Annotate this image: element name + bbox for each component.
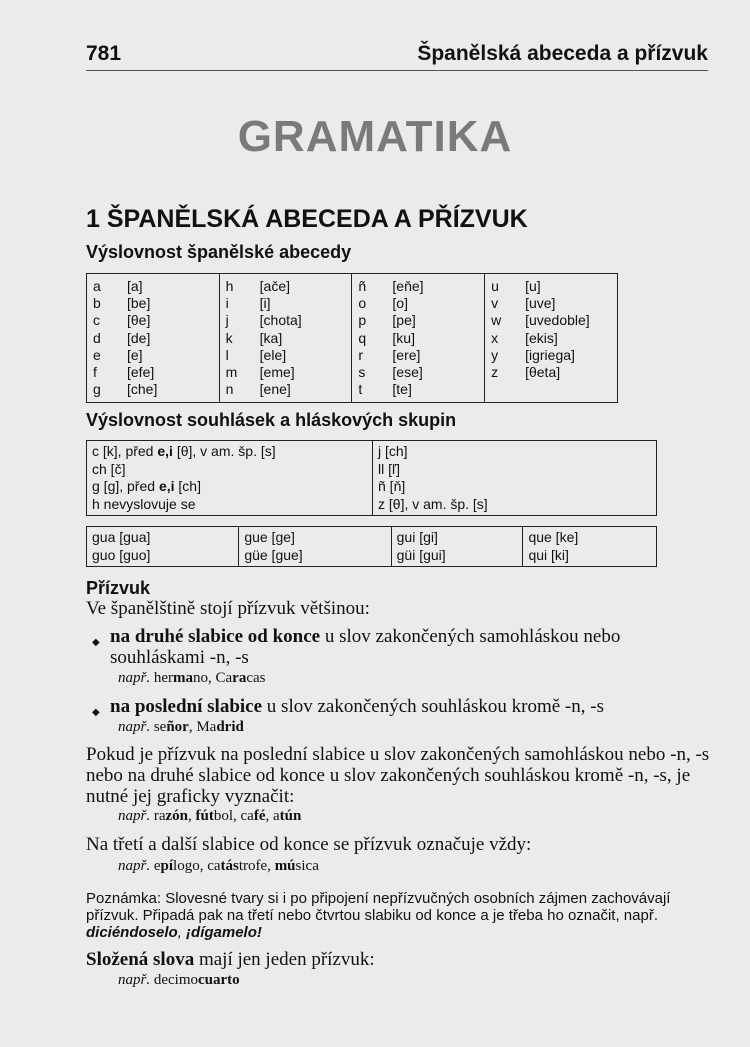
alphabet-entry bbox=[226, 381, 346, 398]
alphabet-entry bbox=[491, 295, 611, 312]
alphabet-entry bbox=[491, 278, 611, 295]
letter: r bbox=[358, 346, 364, 363]
letter-group: gua [gua] bbox=[92, 529, 151, 545]
example-5: např. decimocuarto bbox=[118, 972, 240, 988]
pronunciation: [uve] bbox=[525, 295, 556, 312]
pronunciation: [de] bbox=[127, 329, 151, 346]
example-3: např. razón, fútbol, café, atún bbox=[118, 808, 302, 824]
pronunciation: [igriega] bbox=[525, 346, 575, 363]
alphabet-entry bbox=[93, 364, 213, 381]
pronunciation: [θeta] bbox=[525, 364, 561, 381]
letter: i bbox=[225, 295, 229, 312]
pronunciation: [chota] bbox=[259, 312, 302, 329]
alphabet-entry bbox=[93, 330, 213, 347]
section-title: 1 ŠPANĚLSKÁ ABECEDA A PŘÍZVUK bbox=[86, 205, 528, 233]
alphabet-entry bbox=[93, 312, 213, 329]
pronunciation: [efe] bbox=[127, 364, 155, 381]
letter: a bbox=[93, 278, 101, 294]
alphabet-entry bbox=[358, 278, 478, 295]
letter: c bbox=[93, 312, 100, 329]
pronunciation: [uvedoble] bbox=[525, 312, 590, 329]
pronunciation: [θe] bbox=[127, 312, 151, 329]
letter-group: gui [gi] bbox=[396, 529, 438, 545]
alphabet-entry bbox=[226, 278, 346, 295]
consonant-ll: ll [ľ] bbox=[378, 460, 400, 477]
letter-group-cell bbox=[391, 527, 523, 567]
letter: x bbox=[491, 329, 499, 346]
alphabet-entry bbox=[358, 347, 478, 364]
alphabet-entry bbox=[358, 295, 478, 312]
letter: g bbox=[93, 381, 101, 398]
alphabet-entry bbox=[226, 364, 346, 381]
bullet-penultimate: ◆ na druhé slabice od konce u slov zakončených samohláskou nebo souhláskami -n, -s bbox=[92, 626, 621, 668]
page-header bbox=[86, 40, 708, 71]
consonant-j: j [ch] bbox=[378, 443, 408, 459]
alphabet-heading: Výslovnost španělské abecedy bbox=[86, 242, 352, 262]
letter: j bbox=[225, 312, 229, 329]
consonants-left-cell bbox=[87, 441, 373, 516]
letter: w bbox=[491, 312, 502, 329]
letter: q bbox=[358, 329, 367, 346]
pronunciation: [eme] bbox=[259, 364, 295, 381]
consonant-n-tilde: ñ [ň] bbox=[378, 478, 406, 495]
accent-heading: Přízvuk bbox=[86, 578, 151, 598]
pronunciation: [ače] bbox=[259, 278, 291, 294]
letter-group-cell bbox=[239, 527, 391, 567]
pronunciation: [ese] bbox=[392, 364, 423, 381]
letter-group: guo [guo] bbox=[92, 546, 151, 563]
letter: e bbox=[93, 346, 101, 363]
example-2: např. señor, Madrid bbox=[118, 719, 244, 735]
alphabet-entry bbox=[93, 278, 213, 295]
compound-words: Složená slova mají jen jeden přízvuk: bbox=[86, 949, 375, 970]
letter: ñ bbox=[358, 278, 367, 294]
alphabet-entry bbox=[93, 295, 213, 312]
alphabet-entry bbox=[491, 330, 611, 347]
alphabet-entry bbox=[226, 295, 346, 312]
consonant-c: c [k], před e,i [θ], v am. šp. [s] bbox=[92, 443, 276, 459]
accent-paragraph-1: Pokud je přízvuk na poslední slabice u slov zakončených samohláskou nebo -n, -s nebo na druhé slabice od konce u slov zakončených souhláskou kromě -n, -s, je nutné jej graficky vyznačit: bbox=[86, 744, 710, 807]
pronunciation: [u] bbox=[525, 278, 541, 294]
alphabet-entry bbox=[358, 381, 478, 398]
consonant-h: h nevyslovuje se bbox=[92, 495, 196, 512]
pronunciation: [i] bbox=[259, 295, 271, 312]
pronunciation: [pe] bbox=[392, 312, 416, 329]
consonant-ch: ch [č] bbox=[92, 460, 126, 477]
pronunciation: [ere] bbox=[392, 346, 421, 363]
letter: b bbox=[93, 295, 101, 312]
pronunciation: [ku] bbox=[392, 329, 415, 346]
alphabet-table bbox=[86, 273, 618, 403]
bullet-icon: ◆ bbox=[92, 637, 100, 648]
alphabet-entry bbox=[93, 381, 213, 398]
letter: h bbox=[225, 278, 234, 294]
example-4: např. epílogo, catástrofe, música bbox=[118, 858, 319, 874]
letter: k bbox=[225, 329, 233, 346]
groups-table bbox=[86, 526, 657, 567]
alphabet-entry bbox=[226, 347, 346, 364]
accent-paragraph-2: Na třetí a další slabice od konce se přízvuk označuje vždy: bbox=[86, 834, 532, 855]
pronunciation: [ele] bbox=[259, 346, 287, 363]
consonant-g: g [g], před e,i [ch] bbox=[92, 478, 201, 495]
letter: z bbox=[491, 364, 499, 381]
letter: l bbox=[225, 346, 229, 363]
alphabet-entry bbox=[358, 330, 478, 347]
alphabet-entry bbox=[93, 347, 213, 364]
alphabet-entry bbox=[491, 312, 611, 329]
consonants-right-cell bbox=[373, 441, 657, 516]
accent-intro: Ve španělštině stojí přízvuk většinou: bbox=[86, 598, 370, 619]
alphabet-entry bbox=[226, 330, 346, 347]
page-number: 781 bbox=[86, 42, 122, 65]
alphabet-entry bbox=[358, 364, 478, 381]
alphabet-entry bbox=[226, 312, 346, 329]
consonants-table bbox=[86, 440, 657, 516]
alphabet-column bbox=[485, 274, 618, 403]
alphabet-column bbox=[219, 274, 352, 403]
alphabet-entry bbox=[358, 312, 478, 329]
pronunciation: [che] bbox=[127, 381, 158, 398]
letter: u bbox=[491, 278, 499, 294]
pronunciation: [eňe] bbox=[392, 278, 424, 294]
note: Poznámka: Slovesné tvary si i po připojení nepřízvučných osobních zájmen zachovávají přízvuk. Připadá pak na třetí nebo čtvrtou slabiku od konce a je třeba ho označit, např. diciéndoselo, ¡dígamelo! bbox=[86, 890, 671, 941]
letter-group: güe [gue] bbox=[244, 546, 303, 563]
example-1: např. hermano, Caracas bbox=[118, 670, 266, 686]
letter: f bbox=[93, 364, 97, 381]
alphabet-entry bbox=[491, 364, 611, 381]
letter-group: qui [ki] bbox=[528, 546, 569, 563]
letter: v bbox=[491, 295, 499, 312]
letter: o bbox=[358, 295, 367, 312]
letter: t bbox=[358, 381, 363, 398]
letter-group: güi [gui] bbox=[396, 546, 446, 563]
letter: p bbox=[358, 312, 367, 329]
pronunciation: [te] bbox=[392, 381, 412, 398]
pronunciation: [ka] bbox=[259, 329, 283, 346]
letter-group-cell bbox=[523, 527, 657, 567]
pronunciation: [be] bbox=[127, 295, 151, 312]
bullet-last: ◆ na poslední slabice u slov zakončených souhláskou kromě -n, -s bbox=[92, 696, 702, 717]
letter: m bbox=[225, 364, 238, 381]
letter: d bbox=[93, 329, 101, 346]
letter-group: que [ke] bbox=[528, 529, 579, 545]
letter: s bbox=[358, 364, 366, 381]
letter: y bbox=[491, 346, 499, 363]
alphabet-column bbox=[87, 274, 220, 403]
big-title: GRAMATIKA bbox=[237, 112, 513, 161]
alphabet-column bbox=[352, 274, 485, 403]
consonant-z: z [θ], v am. šp. [s] bbox=[378, 495, 488, 512]
pronunciation: [ene] bbox=[259, 381, 291, 398]
consonants-heading: Výslovnost souhlásek a hláskových skupin bbox=[86, 410, 457, 430]
pronunciation: [a] bbox=[127, 278, 143, 294]
bullet-icon: ◆ bbox=[92, 707, 100, 718]
letter-group: gue [ge] bbox=[244, 529, 295, 545]
running-title: Španělská abeceda a přízvuk bbox=[417, 42, 708, 65]
pronunciation: [ekis] bbox=[525, 329, 558, 346]
letter-group-cell bbox=[87, 527, 239, 567]
pronunciation: [e] bbox=[127, 346, 143, 363]
pronunciation: [o] bbox=[392, 295, 408, 312]
alphabet-entry bbox=[491, 347, 611, 364]
letter: n bbox=[225, 381, 234, 398]
